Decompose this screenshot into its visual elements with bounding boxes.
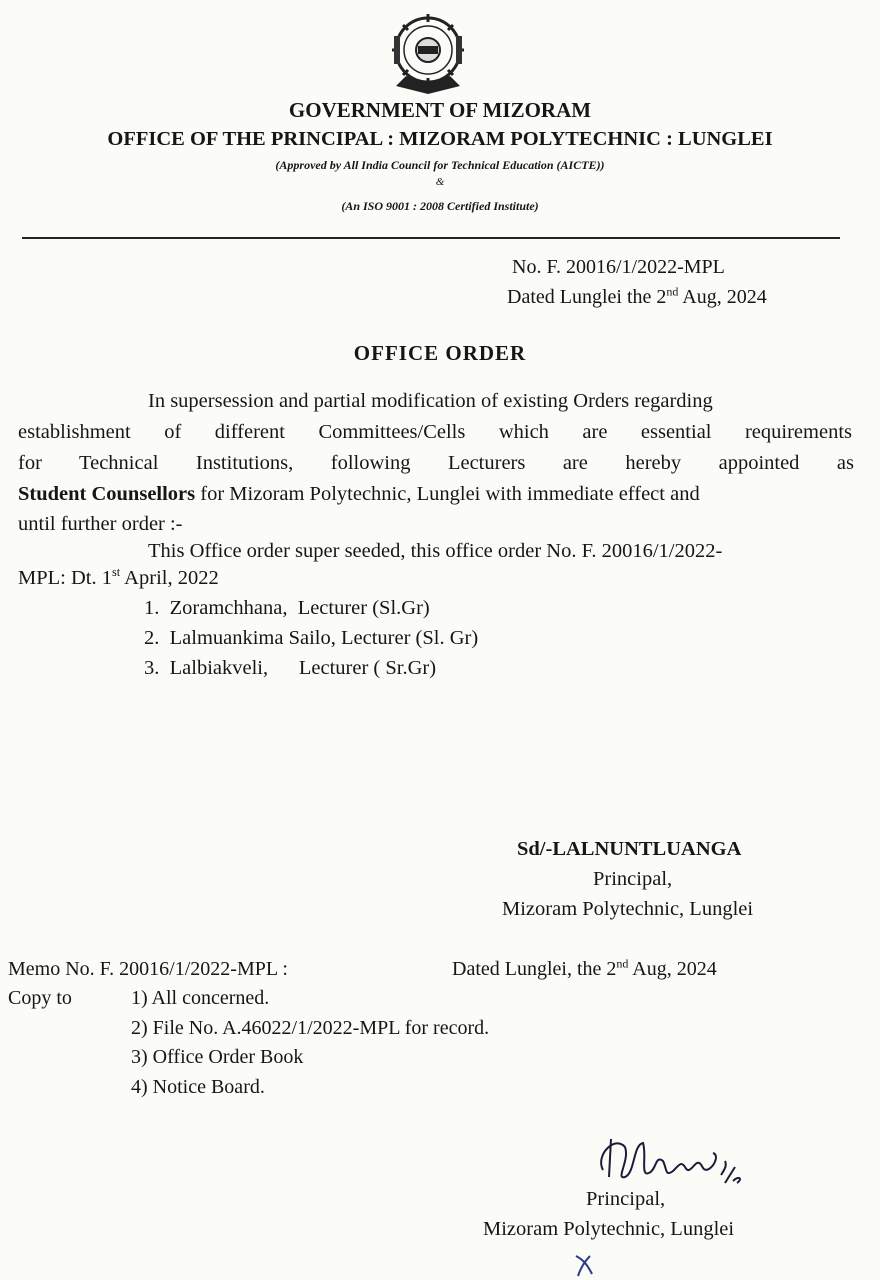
appointee-item: 1. Zoramchhana, Lecturer (Sl.Gr) bbox=[144, 597, 430, 619]
signatory-designation: Principal, bbox=[593, 868, 673, 890]
body-line-5: until further order :- bbox=[18, 513, 183, 535]
body-line-3: for Technical Institutions, following Lecturers are hereby appointed as bbox=[18, 452, 854, 474]
institute-emblem-icon bbox=[388, 12, 468, 96]
body-line-1: In supersession and partial modification of existing Orders regarding bbox=[148, 390, 713, 412]
copy-recipient: 1) All concerned. bbox=[131, 987, 270, 1009]
signatory-institution: Mizoram Polytechnic, Lunglei bbox=[502, 898, 754, 920]
handwritten-mark bbox=[570, 1250, 598, 1278]
appointee-item: 3. Lalbiakveli, Lecturer ( Sr.Gr) bbox=[144, 657, 437, 679]
copy-recipient: 3) Office Order Book bbox=[131, 1046, 304, 1068]
aicte-approval-note: (Approved by All India Council for Technical Education (AICTE)) bbox=[275, 158, 605, 172]
office-heading: OFFICE OF THE PRINCIPAL : MIZORAM POLYTECHNIC : LUNGLEI bbox=[107, 128, 773, 150]
ampersand: & bbox=[435, 176, 445, 188]
memo-number: Memo No. F. 20016/1/2022-MPL : bbox=[8, 958, 288, 980]
body-line-2: establishment of different Committees/Cells which are essential requirements bbox=[18, 421, 852, 443]
final-designation: Principal, bbox=[586, 1188, 666, 1210]
header-divider bbox=[22, 237, 840, 239]
memo-date: Dated Lunglei, the 2nd Aug, 2024 bbox=[452, 956, 717, 980]
iso-certification-note: (An ISO 9001 : 2008 Certified Institute) bbox=[341, 199, 539, 213]
supersede-line-1: This Office order super seeded, this office order No. F. 20016/1/2022- bbox=[148, 540, 723, 562]
government-heading: GOVERNMENT OF MIZORAM bbox=[288, 98, 592, 122]
body-line-4: Student Counsellors for Mizoram Polytechnic, Lunglei with immediate effect and bbox=[18, 483, 700, 505]
supersede-line-2: MPL: Dt. 1st April, 2022 bbox=[18, 565, 219, 589]
copy-to-label: Copy to bbox=[8, 987, 72, 1009]
document-title: OFFICE ORDER bbox=[353, 341, 527, 365]
final-institution: Mizoram Polytechnic, Lunglei bbox=[483, 1218, 735, 1240]
signatory-name: Sd/-LALNUNTLUANGA bbox=[517, 838, 742, 860]
copy-recipient: 2) File No. A.46022/1/2022-MPL for record. bbox=[131, 1017, 490, 1039]
appointee-item: 2. Lalmuankima Sailo, Lecturer (Sl. Gr) bbox=[144, 627, 479, 649]
order-date: Dated Lunglei the 2nd Aug, 2024 bbox=[507, 284, 767, 308]
student-counsellors-emphasis: Student Counsellors bbox=[18, 483, 196, 505]
order-number: No. F. 20016/1/2022-MPL bbox=[512, 256, 725, 278]
copy-recipient: 4) Notice Board. bbox=[131, 1076, 265, 1098]
